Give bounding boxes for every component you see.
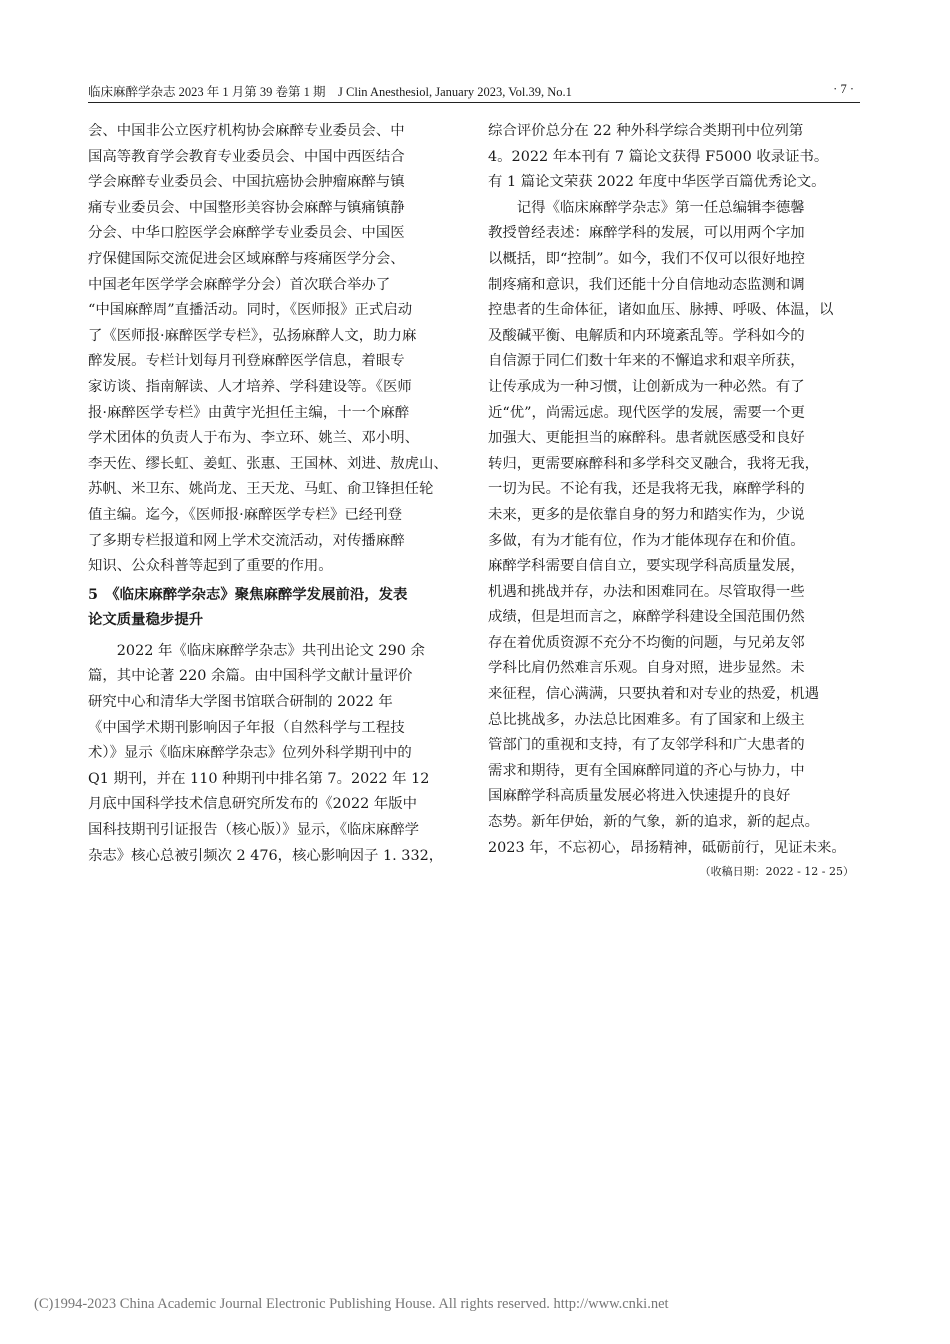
text-line: 会、中国非公立医疗机构协会麻醉专业委员会、中 [88, 123, 405, 139]
text-line: 一切为民。不论有我，还是我将无我，麻醉学科的 [488, 481, 805, 498]
text-line: 2022 年《临床麻醉学杂志》共刊出论文 290 余 [88, 642, 425, 659]
text-line: 家访谈、指南解读、人才培养、学科建设等。《医师 [88, 378, 412, 395]
text-line: 成绩，但是坦而言之，麻醉学科建设全国范围仍然 [488, 609, 805, 626]
text-line: “中国麻醉周”直播活动。同时，《医师报》正式启动 [88, 302, 413, 319]
text-line: 教授曾经表述：麻醉学科的发展，可以用两个字加 [488, 225, 805, 242]
right-paragraph-2 [488, 196, 860, 861]
text-line: 以概括，即“控制”。如今，我们不仅可以很好地控 [488, 250, 805, 267]
text-line: 机遇和挑战并存，办法和困难同在。尽管取得一些 [488, 583, 805, 600]
text-line: 研究中心和清华大学图书馆联合研制的 2022 年 [88, 694, 393, 711]
text-line: 国高等教育学会教育专业委员会、中国中西医结合 [88, 148, 405, 165]
text-line: 加强大、更能担当的麻醉科。患者就医感受和良好 [488, 430, 805, 447]
text-line: 管部门的重视和支持，有了友邻学科和广大患者的 [488, 737, 805, 754]
text-line: 制疼痛和意识，我们还能十分自信地动态监测和调 [488, 276, 805, 293]
text-line: 控患者的生命体征，诸如血压、脉搏、呼吸、体温，以 [488, 302, 834, 319]
text-line: 《中国学术期刊影响因子年报（自然科学与工程技 [88, 719, 405, 736]
text-line: 月底中国科学技术信息研究所发布的《2022 年版中 [88, 796, 418, 813]
journal-name-cn: 临床麻醉学杂志 2023 年 1 月第 39 卷第 1 期 [88, 85, 326, 99]
text-line: 知识、公众科普等起到了重要的作用。 [88, 558, 333, 575]
heading-line: 论文质量稳步提升 [88, 611, 204, 629]
heading-line: 5 《临床麻醉学杂志》聚焦麻醉学发展前沿，发表 [88, 585, 408, 603]
text-line: 疗保健国际交流促进会区域麻醉与疼痛医学分会、 [88, 250, 405, 267]
text-line: 报·麻醉医学专栏》由黄宇光担任主编，十一个麻醉 [88, 404, 410, 421]
text-line: 值主编。迄今，《医师报·麻醉医学专栏》已经刊登 [88, 506, 402, 523]
text-line: 中国老年医学学会麻醉学分会）首次联合举办了 [88, 276, 391, 293]
received-date: （收稿日期：2022 - 12 - 25） [699, 865, 854, 879]
text-line: 术）》显示《临床麻醉学杂志》位列外科学期刊中的 [88, 745, 412, 762]
text-line: 需求和期待，更有全国麻醉同道的齐心与协力，中 [488, 762, 805, 779]
text-line: 篇，其中论著 220 余篇。由中国科学文献计量评价 [88, 668, 413, 685]
text-line: 李天佐、缪长虹、姜虹、张惠、王国林、刘进、敖虎山、 [88, 455, 448, 472]
text-line: 国麻醉学科高质量发展必将进入快速提升的良好 [488, 788, 791, 805]
right-paragraph-1 [488, 119, 860, 196]
text-line: 多做，有为才能有位，作为才能体现存在和价值。 [488, 532, 805, 549]
right-column [488, 119, 860, 881]
text-line: 分会、中华口腔医学会麻醉学专业委员会、中国医 [88, 225, 405, 242]
text-line: 4。2022 年本刊有 7 篇论文获得 F5000 收录证书。 [488, 148, 829, 165]
text-line: 2023 年，不忘初心，昂扬精神，砥砺前行，见证未来。 [488, 839, 846, 856]
text-line: 学会麻醉专业委员会、中国抗癌协会肿瘤麻醉与镇 [88, 174, 405, 191]
copyright-footer: (C)1994-2023 China Academic Journal Electronic Publishing House. All rights reserved. http://www.cnki.net [34, 1296, 669, 1312]
text-line: 近“优”，尚需远虑。现代医学的发展，需要一个更 [488, 404, 805, 421]
text-line: 麻醉学科需要自信自立，要实现学科高质量发展， [488, 558, 805, 575]
text-line: 来征程，信心满满，只要执着和对专业的热爱，机遇 [488, 686, 819, 703]
journal-name-en: J Clin Anesthesiol, January 2023, Vol.39, No.1 [338, 85, 572, 99]
text-line: 学科比肩仍然难言乐观。自身对照，进步显然。未 [488, 660, 805, 677]
text-line: 总比挑战多，办法总比困难多。有了国家和上级主 [488, 711, 805, 728]
left-column [88, 119, 460, 869]
text-line: 及酸碱平衡、电解质和内环境紊乱等。学科如今的 [488, 327, 805, 344]
page-number: · 7 · [833, 82, 854, 96]
text-line: 记得《临床麻醉学杂志》第一任总编辑李德馨 [488, 199, 805, 216]
text-line: 苏帆、米卫东、姚尚龙、王天龙、马虹、俞卫锋担任轮 [88, 481, 434, 498]
running-header [88, 80, 860, 103]
text-line: 痛专业委员会、中国整形美容协会麻醉与镇痛镇静 [88, 199, 405, 216]
text-line: 国科技期刊引证报告（核心版）》显示，《临床麻醉学 [88, 822, 419, 839]
text-line: 醉发展。专栏计划每月刊登麻醉医学信息，着眼专 [88, 353, 405, 370]
text-line: 自信源于同仁们数十年来的不懈追求和艰辛所获， [488, 353, 805, 370]
left-paragraph-2 [88, 639, 460, 869]
text-line: 转归，更需要麻醉科和多学科交叉融合，我将无我， [488, 455, 819, 472]
text-line: Q1 期刊，并在 110 种期刊中排名第 7。2022 年 12 [88, 770, 430, 787]
text-line: 杂志》核心总被引频次 2 476，核心影响因子 1. 332， [88, 847, 444, 864]
text-line: 存在着优质资源不充分不均衡的问题，与兄弟友邻 [488, 634, 805, 651]
text-line: 学术团体的负责人于布为、李立环、姚兰、邓小明、 [88, 430, 419, 447]
text-line: 了多期专栏报道和网上学术交流活动，对传播麻醉 [88, 532, 405, 549]
text-line: 态势。新年伊始，新的气象，新的追求，新的起点。 [488, 814, 819, 831]
text-line: 未来，更多的是依靠自身的努力和踏实作为，少说 [488, 506, 805, 523]
left-paragraph-1 [88, 119, 460, 580]
text-line: 有 1 篇论文荣获 2022 年度中华医学百篇优秀论文。 [488, 174, 826, 191]
journal-citation [88, 82, 572, 100]
text-line: 让传承成为一种习惯，让创新成为一种必然。有了 [488, 378, 805, 395]
text-line: 了《医师报·麻醉医学专栏》，弘扬麻醉人文，助力麻 [88, 327, 417, 344]
section-5-heading [88, 582, 460, 633]
text-line: 综合评价总分在 22 种外科学综合类期刊中位列第 [488, 123, 804, 139]
